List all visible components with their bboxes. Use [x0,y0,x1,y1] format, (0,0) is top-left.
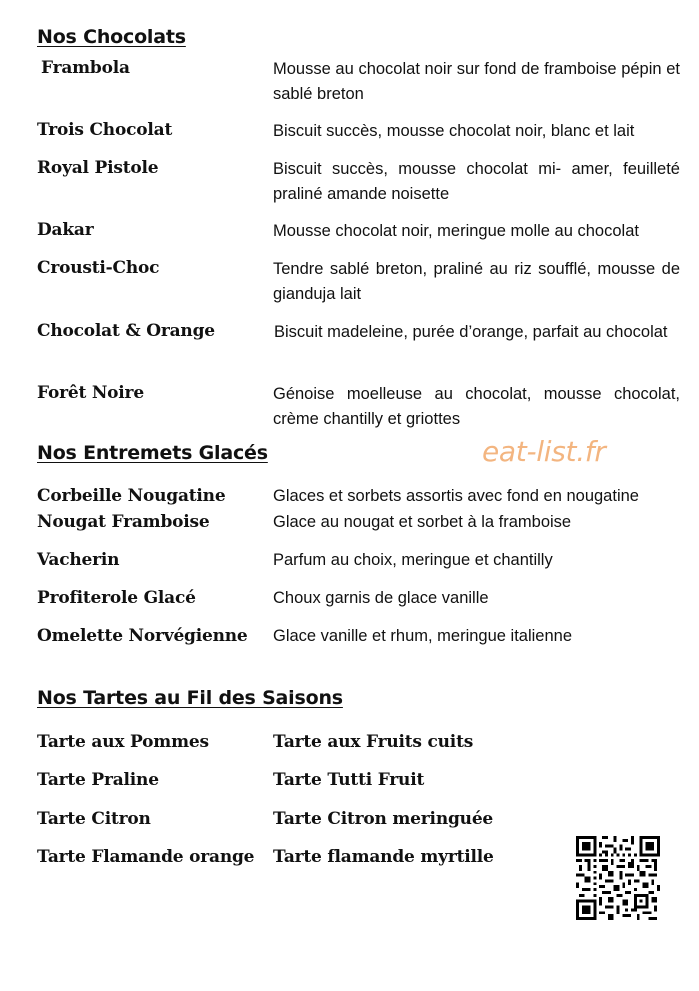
item-description: Tendre sablé breton, praliné au riz soufflé, mousse de gianduja lait [273,260,680,303]
item-name: Frambola [41,58,130,78]
item-name: Chocolat & Orange [37,321,215,341]
qr-code-icon [576,836,660,920]
item-name: Dakar [37,220,94,240]
section-title-glaces: Nos Entremets Glacés [37,442,268,464]
item-description: Glace vanille et rhum, meringue italienne [273,627,572,645]
tart-name: Tarte Flamande orange [37,847,255,867]
item-description: Glaces et sorbets assortis avec fond en nougatine [273,487,639,505]
item-description: Biscuit succès, mousse chocolat noir, blanc et lait [273,122,635,140]
item-name: Omelette Norvégienne [37,626,248,646]
tart-name: Tarte Citron meringuée [273,809,494,829]
tart-name: Tarte Citron [37,809,151,829]
item-name: Profiterole Glacé [37,588,196,608]
tart-name: Tarte aux Fruits cuits [273,732,474,752]
item-name: Vacherin [37,550,120,570]
item-description: Génoise moelleuse au chocolat, mousse chocolat, crème chantilly et griottes [273,385,680,428]
item-name: Crousti-Choc [37,258,160,278]
item-name: Trois Chocolat [37,120,173,140]
tart-name: Tarte aux Pommes [37,732,209,752]
watermark-text: eat-list.fr [482,435,606,468]
item-name: Corbeille Nougatine [37,486,226,506]
item-name: Royal Pistole [37,158,159,178]
item-description: Glace au nougat et sorbet à la framboise [273,513,572,531]
item-description: Biscuit succès, mousse chocolat mi- amer, feuilleté praliné amande noisette [273,160,680,203]
section-title-chocolats: Nos Chocolats [37,26,186,48]
tart-name: Tarte Tutti Fruit [273,770,425,790]
item-description: Mousse chocolat noir, meringue molle au chocolat [273,222,639,240]
tart-name: Tarte Praline [37,770,159,790]
item-description: Parfum au choix, meringue et chantilly [273,551,553,569]
item-description: Biscuit madeleine, purée d’orange, parfait au chocolat [274,323,668,341]
item-description: Choux garnis de glace vanille [273,589,489,607]
item-description: Mousse au chocolat noir sur fond de framboise pépin et sablé breton [273,60,680,103]
item-name: Nougat Framboise [37,512,210,532]
tart-name: Tarte flamande myrtille [273,847,494,867]
section-title-tartes: Nos Tartes au Fil des Saisons [37,687,343,709]
item-name: Forêt Noire [37,383,144,403]
